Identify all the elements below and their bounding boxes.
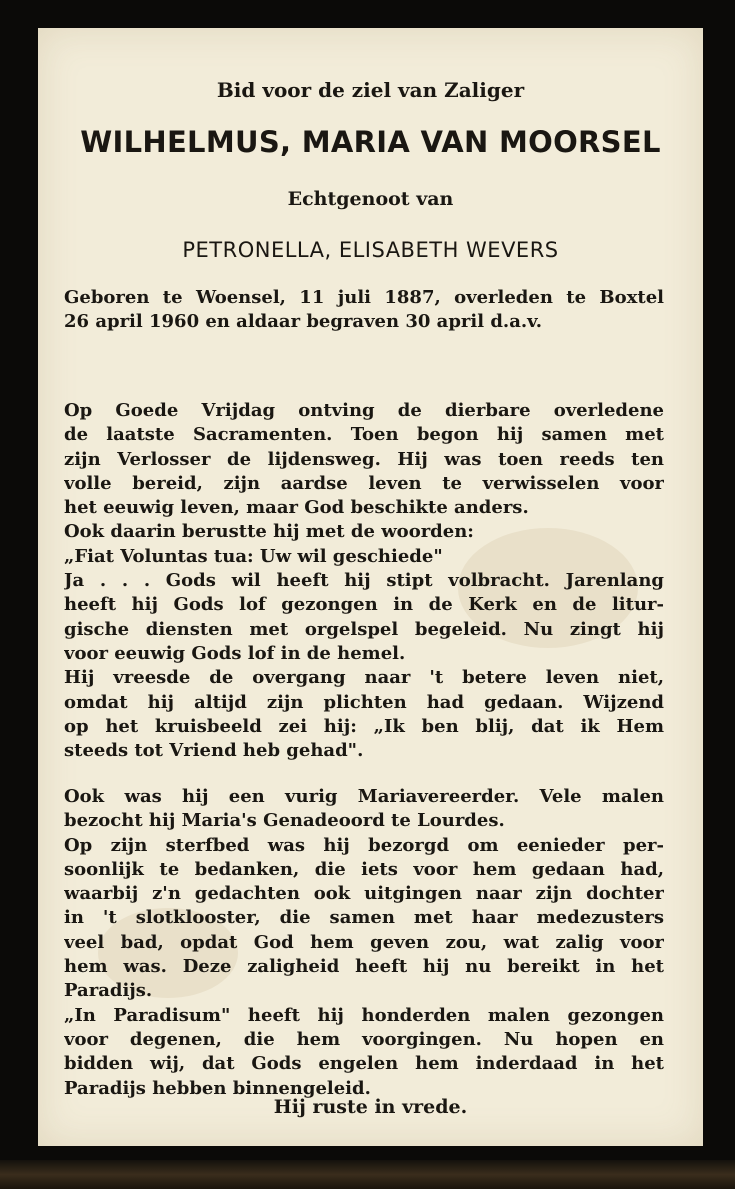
text-line: het eeuwig leven, maar God beschikte anders. (64, 497, 529, 519)
text-line: op het kruisbeeld zei hij: „Ik ben blij, dat ik Hem (64, 715, 664, 737)
text-line: volle bereid, zijn aardse leven te verwisselen voor (64, 472, 664, 494)
text-line: waarbij z'n gedachten ook uitgingen naar zijn dochter (64, 883, 664, 905)
text-line: Ja . . . Gods wil heeft hij stipt volbracht. Jarenlang (64, 570, 664, 592)
text-line: in 't slotklooster, die samen met haar medezusters (64, 907, 664, 929)
memorial-card (38, 28, 703, 1146)
paragraph-1 (64, 399, 664, 763)
deceased-name: WILHELMUS, MARIA VAN MOORSEL (80, 125, 661, 159)
prayer-header: Bid voor de ziel van Zaliger (216, 78, 525, 102)
text-line: Ook was hij een vurig Mariavereerder. Vele malen (64, 786, 664, 807)
closing-line: Hij ruste in vrede. (273, 1096, 468, 1118)
text-line: voor degenen, die hem voorgingen. Nu hopen en (64, 1028, 664, 1050)
text-line: Paradijs. (64, 980, 153, 1002)
card-shadow-edge (0, 1160, 735, 1189)
text-line: voor eeuwig Gods lof in de hemel. (64, 642, 406, 664)
text-line: zijn Verlosser de lijdensweg. Hij was toen reeds ten (64, 448, 664, 470)
text-line: Paradijs hebben binnengeleid. (64, 1077, 371, 1099)
text-line: de laatste Sacramenten. Toen begon hij samen met (64, 424, 664, 446)
text-line: gische diensten met orgelspel begeleid. Nu zingt hij (64, 618, 664, 640)
text-line: Geboren te Woensel, 11 juli 1887, overleden te Boxtel (64, 287, 664, 308)
spouse-header: Echtgenoot van (287, 188, 454, 210)
text-line: „Fiat Voluntas tua: Uw wil geschiede" (64, 545, 443, 567)
text-line: bidden wij, dat Gods engelen hem inderdaad in het (64, 1053, 664, 1075)
text-line: Op zijn sterfbed was hij bezorgd om eenieder per- (64, 834, 664, 856)
text-line: soonlijk te bedanken, die iets voor hem gedaan had, (64, 858, 664, 880)
text-line: bezocht hij Maria's Genadeoord te Lourdes. (64, 810, 505, 832)
text-line: veel bad, opdat God hem geven zou, wat zalig voor (64, 931, 664, 953)
paragraph-2 (64, 785, 664, 1101)
text-line: „In Paradisum" heeft hij honderden malen gezongen (64, 1004, 664, 1026)
text-line: steeds tot Vriend heb gehad". (64, 740, 364, 762)
text-line: hem was. Deze zaligheid heeft hij nu bereikt in het (64, 956, 664, 978)
text-line: Op Goede Vrijdag ontving de dierbare overledene (64, 400, 664, 421)
text-line: 26 april 1960 en aldaar begraven 30 april d.a.v. (64, 311, 543, 333)
text-line: Hij vreesde de overgang naar 't betere leven niet, (64, 667, 664, 689)
text-line: heeft hij Gods lof gezongen in de Kerk en de litur- (64, 594, 664, 616)
spouse-name: PETRONELLA, ELISABETH WEVERS (182, 238, 559, 262)
text-line: omdat hij altijd zijn plichten had gedaan. Wijzend (64, 691, 664, 713)
text-line: Ook daarin berustte hij met de woorden: (64, 521, 474, 543)
birth-death-text (64, 286, 664, 335)
